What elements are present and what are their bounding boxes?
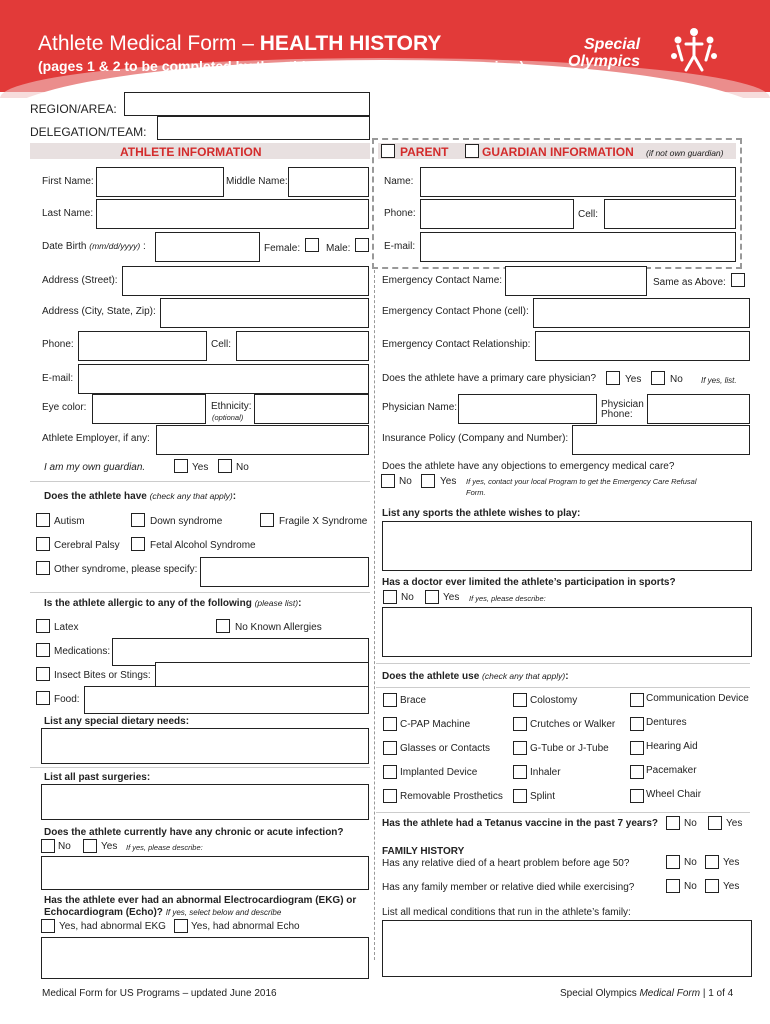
heart-question: Has any relative died of a heart problem before age 50? xyxy=(382,858,630,869)
uses-brace-checkbox[interactable] xyxy=(383,693,397,707)
heart-yes-checkbox[interactable] xyxy=(705,855,719,869)
doctor-limit-question: Has a doctor ever limited the athlete’s participation in sports? xyxy=(382,577,676,588)
athlete-cell-input[interactable] xyxy=(236,331,369,361)
emergency-relationship-input[interactable] xyxy=(535,331,750,361)
infection-yes-label: Yes xyxy=(101,841,118,852)
delegation-input[interactable] xyxy=(157,116,370,140)
dob-label: Date Birth (mm/dd/yyyy) : xyxy=(42,241,146,252)
objection-no-checkbox[interactable] xyxy=(381,474,395,488)
emergency-contact-label: Emergency Contact Name: xyxy=(382,275,503,286)
divider xyxy=(30,767,370,768)
athlete-section-title: ATHLETE INFORMATION xyxy=(120,145,262,159)
objection-question: Does the athlete have any objections to emergency medical care? xyxy=(382,461,675,472)
uses-removable-prosthetics-checkbox[interactable] xyxy=(383,789,397,803)
exercise-no-checkbox[interactable] xyxy=(666,879,680,893)
infection-no-checkbox[interactable] xyxy=(41,839,55,853)
food-input[interactable] xyxy=(84,686,369,714)
infection-hint: If yes, please describe: xyxy=(126,843,203,852)
uses-brace-label: Brace xyxy=(400,695,427,706)
pcp-hint: If yes, list. xyxy=(701,376,737,385)
uses-implanted-device-label: Implanted Device xyxy=(400,767,478,778)
physician-name-input[interactable] xyxy=(458,394,597,424)
medications-checkbox[interactable] xyxy=(36,643,50,657)
pcp-no-label: No xyxy=(670,374,683,385)
uses-dentures-checkbox[interactable] xyxy=(630,717,644,731)
family-history-title: FAMILY HISTORY xyxy=(382,846,465,857)
own-guardian-yes-label: Yes xyxy=(192,462,209,473)
same-as-above-label: Same as Above: xyxy=(653,277,726,288)
infection-question: Does the athlete currently have any chronic or acute infection? xyxy=(44,827,344,838)
pcp-yes-label: Yes xyxy=(625,374,642,385)
infection-no-label: No xyxy=(58,841,71,852)
ethnicity-label: Ethnicity: xyxy=(211,401,252,412)
own-guardian-no-checkbox[interactable] xyxy=(218,459,232,473)
guardian-title: GUARDIAN INFORMATION xyxy=(482,145,634,159)
food-label: Food: xyxy=(54,694,80,705)
address-street-label: Address (Street): xyxy=(42,275,118,286)
doctor-no-checkbox[interactable] xyxy=(383,590,397,604)
divider xyxy=(30,481,370,482)
athlete-email-label: E-mail: xyxy=(42,373,74,384)
athlete-cell-label: Cell: xyxy=(211,339,232,350)
employer-input[interactable] xyxy=(156,425,369,455)
address-city-label: Address (City, State, Zip): xyxy=(42,306,156,317)
own-guardian-label: I am my own guardian. xyxy=(44,462,146,473)
cerebral-palsy-label: Cerebral Palsy xyxy=(54,540,120,551)
uses-question: Does the athlete use (check any that apply): xyxy=(382,671,569,682)
uses-communication-device-checkbox[interactable] xyxy=(630,693,644,707)
infection-yes-checkbox[interactable] xyxy=(83,839,97,853)
female-label: Female: xyxy=(264,243,301,254)
down-syndrome-checkbox[interactable] xyxy=(131,513,145,527)
tetanus-question: Has the athlete had a Tetanus vaccine in the past 7 years? xyxy=(382,818,659,829)
uses-c-pap-machine-label: C-PAP Machine xyxy=(400,719,471,730)
ekg-question-2: Echocardiogram (Echo)? If yes, select below and describe xyxy=(44,907,282,918)
last-name-label: Last Name: xyxy=(42,208,94,219)
uses-inhaler-label: Inhaler xyxy=(530,767,561,778)
fetal-alcohol-checkbox[interactable] xyxy=(131,537,145,551)
tetanus-no-label: No xyxy=(684,818,697,829)
ethnicity-hint: (optional) xyxy=(212,413,244,422)
objection-hint-1: If yes, contact your local Program to get the Emergency Care Refusal xyxy=(466,477,697,486)
parent-checkbox[interactable] xyxy=(381,144,395,158)
emergency-relationship-label: Emergency Contact Relationship: xyxy=(382,339,531,350)
uses-splint-label: Splint xyxy=(530,791,556,802)
family-conditions-label: List all medical conditions that run in the athlete’s family: xyxy=(382,907,631,918)
special-olympics-logo: Special Olympics xyxy=(568,36,641,70)
surgeries-input[interactable] xyxy=(41,784,369,820)
sports-label: List any sports the athlete wishes to play: xyxy=(382,508,581,519)
doctor-no-label: No xyxy=(401,592,414,603)
other-syndrome-input[interactable] xyxy=(200,557,369,587)
insect-checkbox[interactable] xyxy=(36,667,50,681)
doctor-yes-label: Yes xyxy=(443,592,460,603)
pcp-question: Does the athlete have a primary care physician? xyxy=(382,373,597,384)
parent-title: PARENT xyxy=(400,145,449,159)
objection-no-label: No xyxy=(399,476,412,487)
same-as-above-checkbox[interactable] xyxy=(731,273,745,287)
divider xyxy=(30,592,370,593)
divider xyxy=(376,687,750,688)
own-guardian-no-label: No xyxy=(236,462,249,473)
insurance-input[interactable] xyxy=(572,425,750,455)
tetanus-no-checkbox[interactable] xyxy=(666,816,680,830)
heart-yes-label: Yes xyxy=(723,857,740,868)
address-street-input[interactable] xyxy=(122,266,369,296)
uses-g-tube-or-j-tube-checkbox[interactable] xyxy=(513,741,527,755)
doctor-input[interactable] xyxy=(382,607,752,657)
physician-phone-input[interactable] xyxy=(647,394,750,424)
guardian-name-label: Name: xyxy=(384,176,414,187)
exercise-yes-checkbox[interactable] xyxy=(705,879,719,893)
guardian-cell-input[interactable] xyxy=(604,199,736,229)
uses-colostomy-checkbox[interactable] xyxy=(513,693,527,707)
guardian-phone-label: Phone: xyxy=(384,208,416,219)
fragile-x-checkbox[interactable] xyxy=(260,513,274,527)
allergy-question: Is the athlete allergic to any of the following (please list): xyxy=(44,598,302,609)
physician-phone-label-2: Phone: xyxy=(601,409,633,420)
middle-name-label: Middle Name: xyxy=(226,176,288,187)
insurance-label: Insurance Policy (Company and Number): xyxy=(382,433,569,444)
uses-pacemaker-checkbox[interactable] xyxy=(630,765,644,779)
guardian-email-input[interactable] xyxy=(420,232,736,262)
region-label: REGION/AREA: xyxy=(30,102,117,116)
athlete-phone-label: Phone: xyxy=(42,339,74,350)
fragile-x-label: Fragile X Syndrome xyxy=(279,516,368,527)
autism-label: Autism xyxy=(54,516,85,527)
uses-glasses-or-contacts-checkbox[interactable] xyxy=(383,741,397,755)
uses-inhaler-checkbox[interactable] xyxy=(513,765,527,779)
guardian-email-label: E-mail: xyxy=(384,241,416,252)
divider xyxy=(376,812,750,813)
uses-removable-prosthetics-label: Removable Prosthetics xyxy=(400,791,503,802)
uses-crutches-or-walker-checkbox[interactable] xyxy=(513,717,527,731)
column-divider xyxy=(374,270,375,960)
objection-yes-checkbox[interactable] xyxy=(421,474,435,488)
heart-no-label: No xyxy=(684,857,697,868)
uses-implanted-device-checkbox[interactable] xyxy=(383,765,397,779)
pcp-no-checkbox[interactable] xyxy=(651,371,665,385)
tetanus-yes-label: Yes xyxy=(726,818,743,829)
eye-color-label: Eye color: xyxy=(42,402,87,413)
uses-hearing-aid-checkbox[interactable] xyxy=(630,741,644,755)
delegation-label: DELEGATION/TEAM: xyxy=(30,125,147,139)
surgeries-label: List all past surgeries: xyxy=(44,772,151,783)
pcp-yes-checkbox[interactable] xyxy=(606,371,620,385)
autism-checkbox[interactable] xyxy=(36,513,50,527)
heart-no-checkbox[interactable] xyxy=(666,855,680,869)
tetanus-yes-checkbox[interactable] xyxy=(708,816,722,830)
physician-phone-label-1: Physician xyxy=(601,399,644,410)
dietary-input[interactable] xyxy=(41,728,369,764)
no-allergies-checkbox[interactable] xyxy=(216,619,230,633)
uses-glasses-or-contacts-label: Glasses or Contacts xyxy=(400,743,491,754)
conditions-question: Does the athlete have (check any that apply): xyxy=(44,491,237,502)
footer-left: Medical Form for US Programs – updated June 2016 xyxy=(42,988,277,999)
divider xyxy=(376,663,750,664)
middle-name-input[interactable] xyxy=(288,167,369,197)
latex-label: Latex xyxy=(54,622,79,633)
objection-hint-2: Form. xyxy=(466,488,486,497)
uses-communication-device-label: Communication Device xyxy=(646,693,749,704)
objection-yes-label: Yes xyxy=(440,476,457,487)
first-name-label: First Name: xyxy=(42,176,94,187)
athlete-email-input[interactable] xyxy=(78,364,369,394)
family-conditions-input[interactable] xyxy=(382,920,752,977)
dob-input[interactable] xyxy=(155,232,260,262)
male-label: Male: xyxy=(326,243,351,254)
footer-right: Special Olympics Medical Form | 1 of 4 xyxy=(560,988,734,999)
first-name-input[interactable] xyxy=(96,167,224,197)
uses-wheel-chair-checkbox[interactable] xyxy=(630,789,644,803)
guardian-name-input[interactable] xyxy=(420,167,736,197)
other-syndrome-label: Other syndrome, please specify: xyxy=(54,564,198,575)
doctor-hint: If yes, please describe: xyxy=(469,594,546,603)
infection-input[interactable] xyxy=(41,856,369,890)
insect-label: Insect Bites or Stings: xyxy=(54,670,151,681)
emergency-phone-label: Emergency Contact Phone (cell): xyxy=(382,306,529,317)
guardian-checkbox[interactable] xyxy=(465,144,479,158)
ekg-yes-label: Yes, had abnormal EKG xyxy=(59,921,166,932)
guardian-hint: (if not own guardian) xyxy=(646,148,724,158)
male-checkbox[interactable] xyxy=(355,238,369,252)
ekg-question-1: Has the athlete ever had an abnormal Electrocardiogram (EKG) or xyxy=(44,895,357,906)
own-guardian-yes-checkbox[interactable] xyxy=(174,459,188,473)
exercise-question: Has any family member or relative died while exercising? xyxy=(382,882,635,893)
address-city-input[interactable] xyxy=(160,298,369,328)
last-name-input[interactable] xyxy=(96,199,369,229)
ethnicity-input[interactable] xyxy=(254,394,369,424)
down-syndrome-label: Down syndrome xyxy=(150,516,223,527)
no-allergies-label: No Known Allergies xyxy=(235,622,322,633)
sports-input[interactable] xyxy=(382,521,752,571)
uses-c-pap-machine-checkbox[interactable] xyxy=(383,717,397,731)
page-title: Athlete Medical Form – HEALTH HISTORY xyxy=(38,32,442,55)
exercise-no-label: No xyxy=(684,881,697,892)
emergency-contact-input[interactable] xyxy=(505,266,647,296)
other-syndrome-checkbox[interactable] xyxy=(36,561,50,575)
employer-label: Athlete Employer, if any: xyxy=(42,433,150,444)
physician-name-label: Physician Name: xyxy=(382,402,458,413)
athlete-figure-logo-icon xyxy=(664,22,724,78)
female-checkbox[interactable] xyxy=(305,238,319,252)
ekg-yes-checkbox[interactable] xyxy=(41,919,55,933)
echo-yes-label: Yes, had abnormal Echo xyxy=(191,921,300,932)
uses-wheel-chair-label: Wheel Chair xyxy=(646,789,702,800)
page-subtitle: (pages 1 & 2 to be completed by the athlete or parent/guardian/caregiver) xyxy=(38,58,525,74)
guardian-cell-label: Cell: xyxy=(578,209,599,220)
echo-yes-checkbox[interactable] xyxy=(174,919,188,933)
fetal-alcohol-label: Fetal Alcohol Syndrome xyxy=(150,540,256,551)
uses-pacemaker-label: Pacemaker xyxy=(646,765,697,776)
athlete-phone-input[interactable] xyxy=(78,331,207,361)
cerebral-palsy-checkbox[interactable] xyxy=(36,537,50,551)
dietary-label: List any special dietary needs: xyxy=(44,716,190,727)
medications-label: Medications: xyxy=(54,646,111,657)
ekg-input[interactable] xyxy=(41,937,369,979)
uses-dentures-label: Dentures xyxy=(646,717,687,728)
uses-hearing-aid-label: Hearing Aid xyxy=(646,741,698,752)
food-checkbox[interactable] xyxy=(36,691,50,705)
eye-color-input[interactable] xyxy=(92,394,206,424)
uses-crutches-or-walker-label: Crutches or Walker xyxy=(530,719,616,730)
uses-g-tube-or-j-tube-label: G-Tube or J-Tube xyxy=(530,743,609,754)
latex-checkbox[interactable] xyxy=(36,619,50,633)
region-input[interactable] xyxy=(124,92,370,116)
guardian-phone-input[interactable] xyxy=(420,199,574,229)
uses-colostomy-label: Colostomy xyxy=(530,695,578,706)
uses-splint-checkbox[interactable] xyxy=(513,789,527,803)
exercise-yes-label: Yes xyxy=(723,881,740,892)
doctor-yes-checkbox[interactable] xyxy=(425,590,439,604)
emergency-phone-input[interactable] xyxy=(533,298,750,328)
